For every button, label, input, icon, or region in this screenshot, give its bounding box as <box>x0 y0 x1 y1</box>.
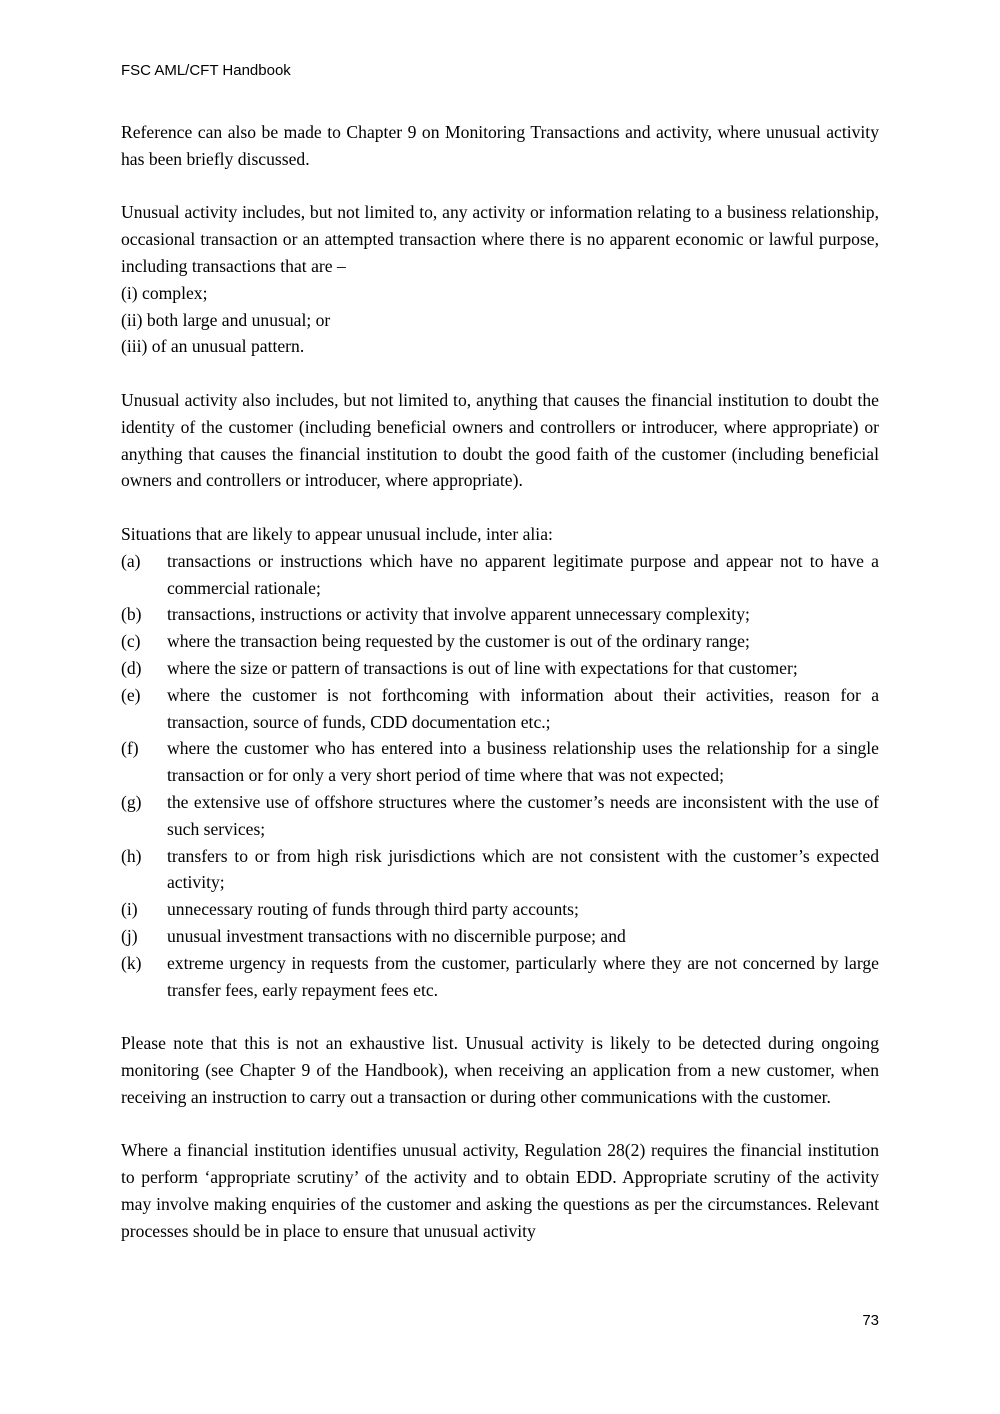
list-item <box>121 628 879 655</box>
list-item <box>121 735 879 789</box>
list-item-text: where the size or pattern of transactions is out of line with expectations for that customer; <box>167 657 798 678</box>
list-item-label: (d) <box>121 657 142 678</box>
sub-item-iii: (iii) of an unusual pattern. <box>121 336 305 357</box>
paragraph-appropriate-scrutiny: Where a financial institution identifies unusual activity, Regulation 28(2) requires the financial institution to perform ‘appropriate scrutiny’ of the activity and to obtain EDD. Appropriate scrutiny of the activity may involve making enquiries of the customer and asking the questions as per the circumstances. Relevant processes should be in place to ensure that unusual activity <box>121 1140 879 1241</box>
list-item-label: (h) <box>121 845 142 866</box>
paragraph-unusual-activity-definition <box>121 199 879 360</box>
sub-item-i: (i) complex; <box>121 282 208 303</box>
list-item-text: where the transaction being requested by the customer is out of the ordinary range; <box>167 631 750 652</box>
list-item-text: where the customer is not forthcoming with information about their activities, reason for a transaction, source of funds, CDD documentation etc.; <box>167 684 879 732</box>
list-item-text: transactions or instructions which have no apparent legitimate purpose and appear not to have a commercial rationale; <box>167 550 879 598</box>
paragraph-text: Unusual activity includes, but not limited to, any activity or information relating to a business relationship, occasional transaction or an attempted transaction where there is no apparent economic or lawful purpose, including transactions that are – <box>121 202 879 276</box>
situations-intro: Situations that are likely to appear unusual include, inter alia: <box>121 523 553 544</box>
list-item-label: (i) <box>121 899 138 920</box>
page-number: 73 <box>862 1312 879 1329</box>
list-item <box>121 950 879 1004</box>
list-item-text: where the customer who has entered into a business relationship uses the relationship for a single transaction or for only a very short period of time where that was not expected; <box>167 738 879 786</box>
list-item-text: transfers to or from high risk jurisdictions which are not consistent with the customer’s expected activity; <box>167 845 879 893</box>
running-header: FSC AML/CFT Handbook <box>121 62 291 79</box>
list-item <box>121 789 879 843</box>
sub-item-ii: (ii) both large and unusual; or <box>121 309 331 330</box>
list-item-label: (k) <box>121 952 142 973</box>
list-item <box>121 843 879 897</box>
list-item-label: (b) <box>121 604 142 625</box>
list-item-label: (a) <box>121 550 141 571</box>
paragraph-doubt-identity: Unusual activity also includes, but not limited to, anything that causes the financial institution to doubt the identity of the customer (including beneficial owners and controllers or introducer, where appropriate) or anything that causes the financial institution to doubt the good faith of the customer (including beneficial owners and controllers or introducer, where appropriate). <box>121 389 879 491</box>
list-item <box>121 655 879 682</box>
list-item-label: (f) <box>121 738 139 759</box>
list-item <box>121 896 879 923</box>
paragraph-not-exhaustive: Please note that this is not an exhaustive list. Unusual activity is likely to be detected during ongoing monitoring (see Chapter 9 of the Handbook), when receiving an application from a new customer, when receiving an instruction to carry out a transaction or during other communications with the customer. <box>121 1033 879 1107</box>
list-item-label: (c) <box>121 631 141 652</box>
situations-list <box>121 521 879 1003</box>
list-item-text: the extensive use of offshore structures where the customer’s needs are inconsistent with the use of such services; <box>167 791 879 839</box>
paragraph-reference-chapter-9: Reference can also be made to Chapter 9 on Monitoring Transactions and activity, where unusual activity has been briefly discussed. <box>121 122 879 169</box>
list-item-text: transactions, instructions or activity that involve apparent unnecessary complexity; <box>167 604 750 625</box>
list-item-label: (e) <box>121 684 141 705</box>
list-item-text: unnecessary routing of funds through third party accounts; <box>167 899 579 920</box>
list-item <box>121 601 879 628</box>
list-item <box>121 548 879 602</box>
list-item <box>121 682 879 736</box>
list-item-label: (j) <box>121 925 138 946</box>
list-item <box>121 923 879 950</box>
page-body <box>121 119 879 1244</box>
list-item-label: (g) <box>121 791 142 812</box>
list-item-text: unusual investment transactions with no discernible purpose; and <box>167 925 626 946</box>
list-item-text: extreme urgency in requests from the customer, particularly where they are not concerned by large transfer fees, early repayment fees etc. <box>167 952 879 1000</box>
